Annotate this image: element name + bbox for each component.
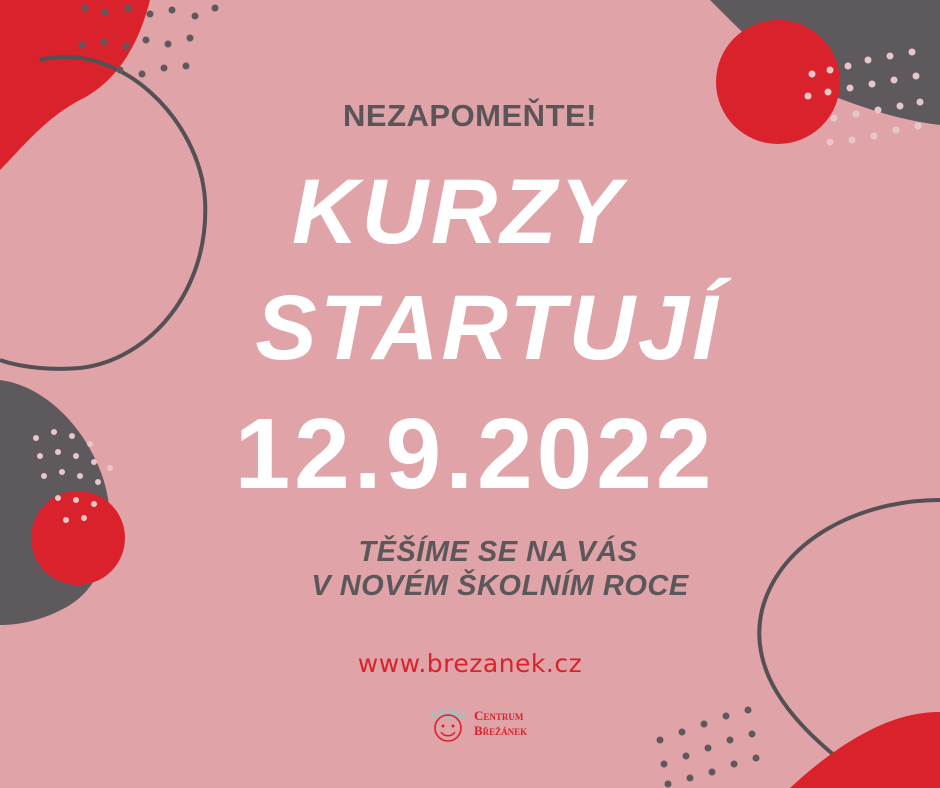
kicker-text: NEZAPOMEŇTE! bbox=[343, 98, 597, 133]
website-link[interactable]: www.brezanek.cz bbox=[357, 649, 583, 678]
child-face-icon bbox=[426, 702, 470, 746]
subtitle-line-2: V NOVÉM ŠKOLNÍM ROCE bbox=[311, 570, 689, 602]
subtitle-line-1: TĚŠÍME SE NA VÁS bbox=[358, 536, 638, 568]
bottom-right-dots bbox=[657, 707, 760, 788]
logo-line-2: Břežánek bbox=[474, 723, 528, 738]
top-left-red-blob bbox=[0, 0, 150, 170]
logo-line-1: Centrum bbox=[474, 708, 524, 723]
logo-wordmark bbox=[474, 708, 527, 738]
headline-line-2: STARTUJÍ bbox=[255, 277, 721, 379]
headline-date: 12.9.2022 bbox=[234, 398, 716, 510]
centrum-brezanek-logo bbox=[426, 702, 566, 750]
headline-line-1: KURZY bbox=[292, 161, 624, 263]
bottom-right-red-blob bbox=[790, 712, 940, 788]
